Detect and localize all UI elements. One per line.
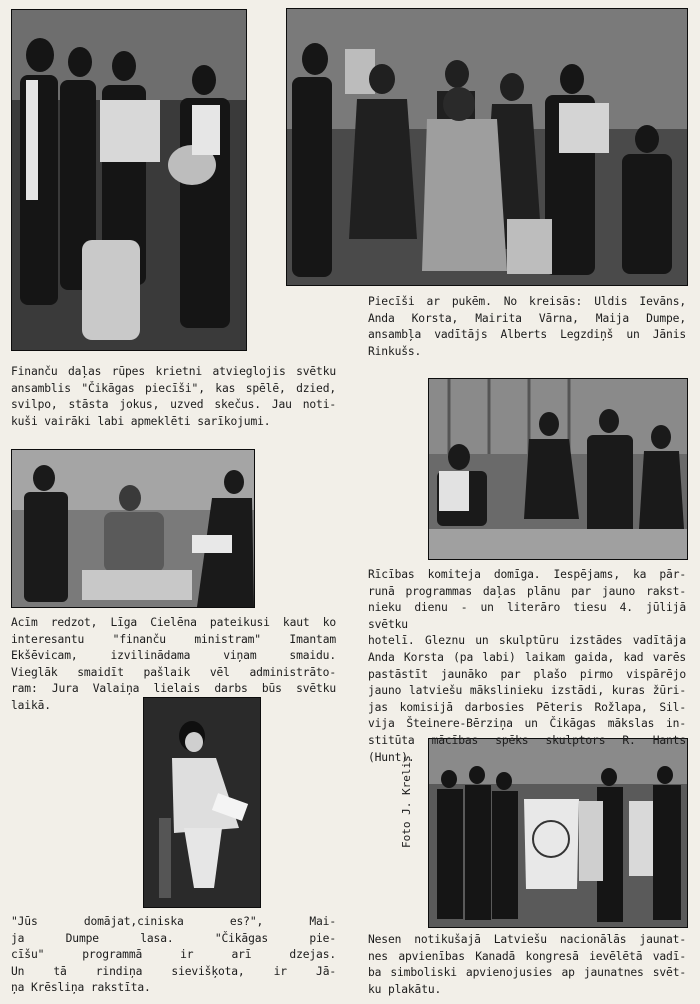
photo-credit-text: Foto J. Krelis bbox=[400, 755, 413, 848]
caption-line: Anda Korsta, Mairita Vārna, Maija Dumpe, bbox=[368, 311, 686, 325]
caption-ensemble-with-flowers bbox=[368, 294, 686, 360]
caption-line: "Jūs domājat,ciniska es?", Mai- bbox=[11, 915, 336, 928]
caption-line: runā programmas daļas plānu par jauno rakst- bbox=[368, 584, 686, 598]
caption-line: laikā. bbox=[11, 698, 51, 712]
caption-reader-maija-dumpe bbox=[11, 914, 336, 997]
photo-ensemble-with-flowers bbox=[286, 8, 688, 286]
caption-line: Un tā rindiņa sievišķota, ir Jā- bbox=[11, 964, 336, 978]
caption-band-ensemble bbox=[11, 364, 336, 430]
caption-line: Acīm redzot, Līga Cielēna pateikusi kaut ko bbox=[11, 616, 336, 629]
caption-line: nes apvienības Kanadā kongresā ievēlētā vadī- bbox=[368, 949, 686, 963]
caption-line: ku plakātu. bbox=[368, 982, 442, 996]
caption-line: pastāstīt jaunāko par plašo pirmo vispārējo bbox=[368, 667, 686, 681]
caption-line: nieku dienu - un literāro tiesu 4. jūlijā svētku bbox=[368, 601, 686, 631]
caption-line: svilpo, stāsta jokus, uzved skečus. Jau noti- bbox=[11, 398, 336, 412]
caption-line: kuši vairāki labi apmeklēti sarīkojumi. bbox=[11, 414, 271, 428]
photo-action-committee bbox=[428, 378, 688, 560]
caption-line: stitūta mācības spēks skulptors R. Hants bbox=[368, 733, 686, 747]
caption-line: ņa Krēsliņa rakstīta. bbox=[11, 981, 151, 995]
photo-reader-maija-dumpe bbox=[143, 697, 261, 908]
caption-line: ansambļa vadītājs Alberts Legzdiņš un Jānis bbox=[368, 328, 686, 342]
caption-line: ansamblis "Čikāgas piecīši", kas spēlē, dzied, bbox=[11, 381, 336, 395]
caption-line: interesantu "finanču ministram" Imantam bbox=[11, 632, 336, 646]
caption-line: ram: Jura Valaiņa lielais darbs būs svētku bbox=[11, 682, 336, 696]
caption-line: jauno latviešu mākslinieku izstādi, kuras žūri- bbox=[368, 684, 686, 698]
caption-line: vija Šteinere-Bērziņa un Čikāgas mākslas in- bbox=[368, 717, 686, 731]
caption-line: Ekšēvicam, izvilinādama viņam smaidu. bbox=[11, 649, 336, 663]
caption-youth-congress bbox=[368, 932, 686, 998]
caption-line: Anda Korsta (pa labi) laikam gaida, kad varēs bbox=[368, 650, 686, 664]
caption-line: Rīcības komiteja domīga. Iespējams, ka pār- bbox=[368, 568, 686, 581]
caption-line: Finanču daļas rūpes krietni atvieglojis svētku bbox=[11, 365, 336, 378]
caption-line: jas komisijā darbosies Pēteris Rožlapa, Sil- bbox=[368, 700, 686, 714]
photo-finance-minister-smile bbox=[11, 449, 255, 608]
photo-youth-congress-poster bbox=[428, 738, 688, 928]
caption-finance-minister bbox=[11, 615, 336, 715]
caption-line: cīšu" programmā ir arī dzejas. bbox=[11, 948, 336, 962]
photo-band-ensemble bbox=[11, 9, 247, 351]
caption-line: ba simboliski apvienojusies ap jaunatnes svēt- bbox=[368, 966, 686, 980]
caption-line: hotelī. Gleznu un skulptūru izstādes vadītāja bbox=[368, 634, 686, 648]
caption-line: Vieglāk smaidīt pašlaik vēl administrāto- bbox=[11, 665, 336, 679]
caption-line: ja Dumpe lasa. "Čikāgas pie- bbox=[11, 931, 336, 945]
caption-line: Rinkušs. bbox=[368, 344, 422, 358]
caption-line: (Hunt). bbox=[368, 750, 415, 764]
caption-line: Piecīši ar pukēm. No kreisās: Uldis Ievāns, bbox=[368, 295, 686, 308]
photo-credit bbox=[398, 708, 418, 848]
caption-line: Nesen notikušajā Latviešu nacionālās jaunat- bbox=[368, 933, 686, 946]
